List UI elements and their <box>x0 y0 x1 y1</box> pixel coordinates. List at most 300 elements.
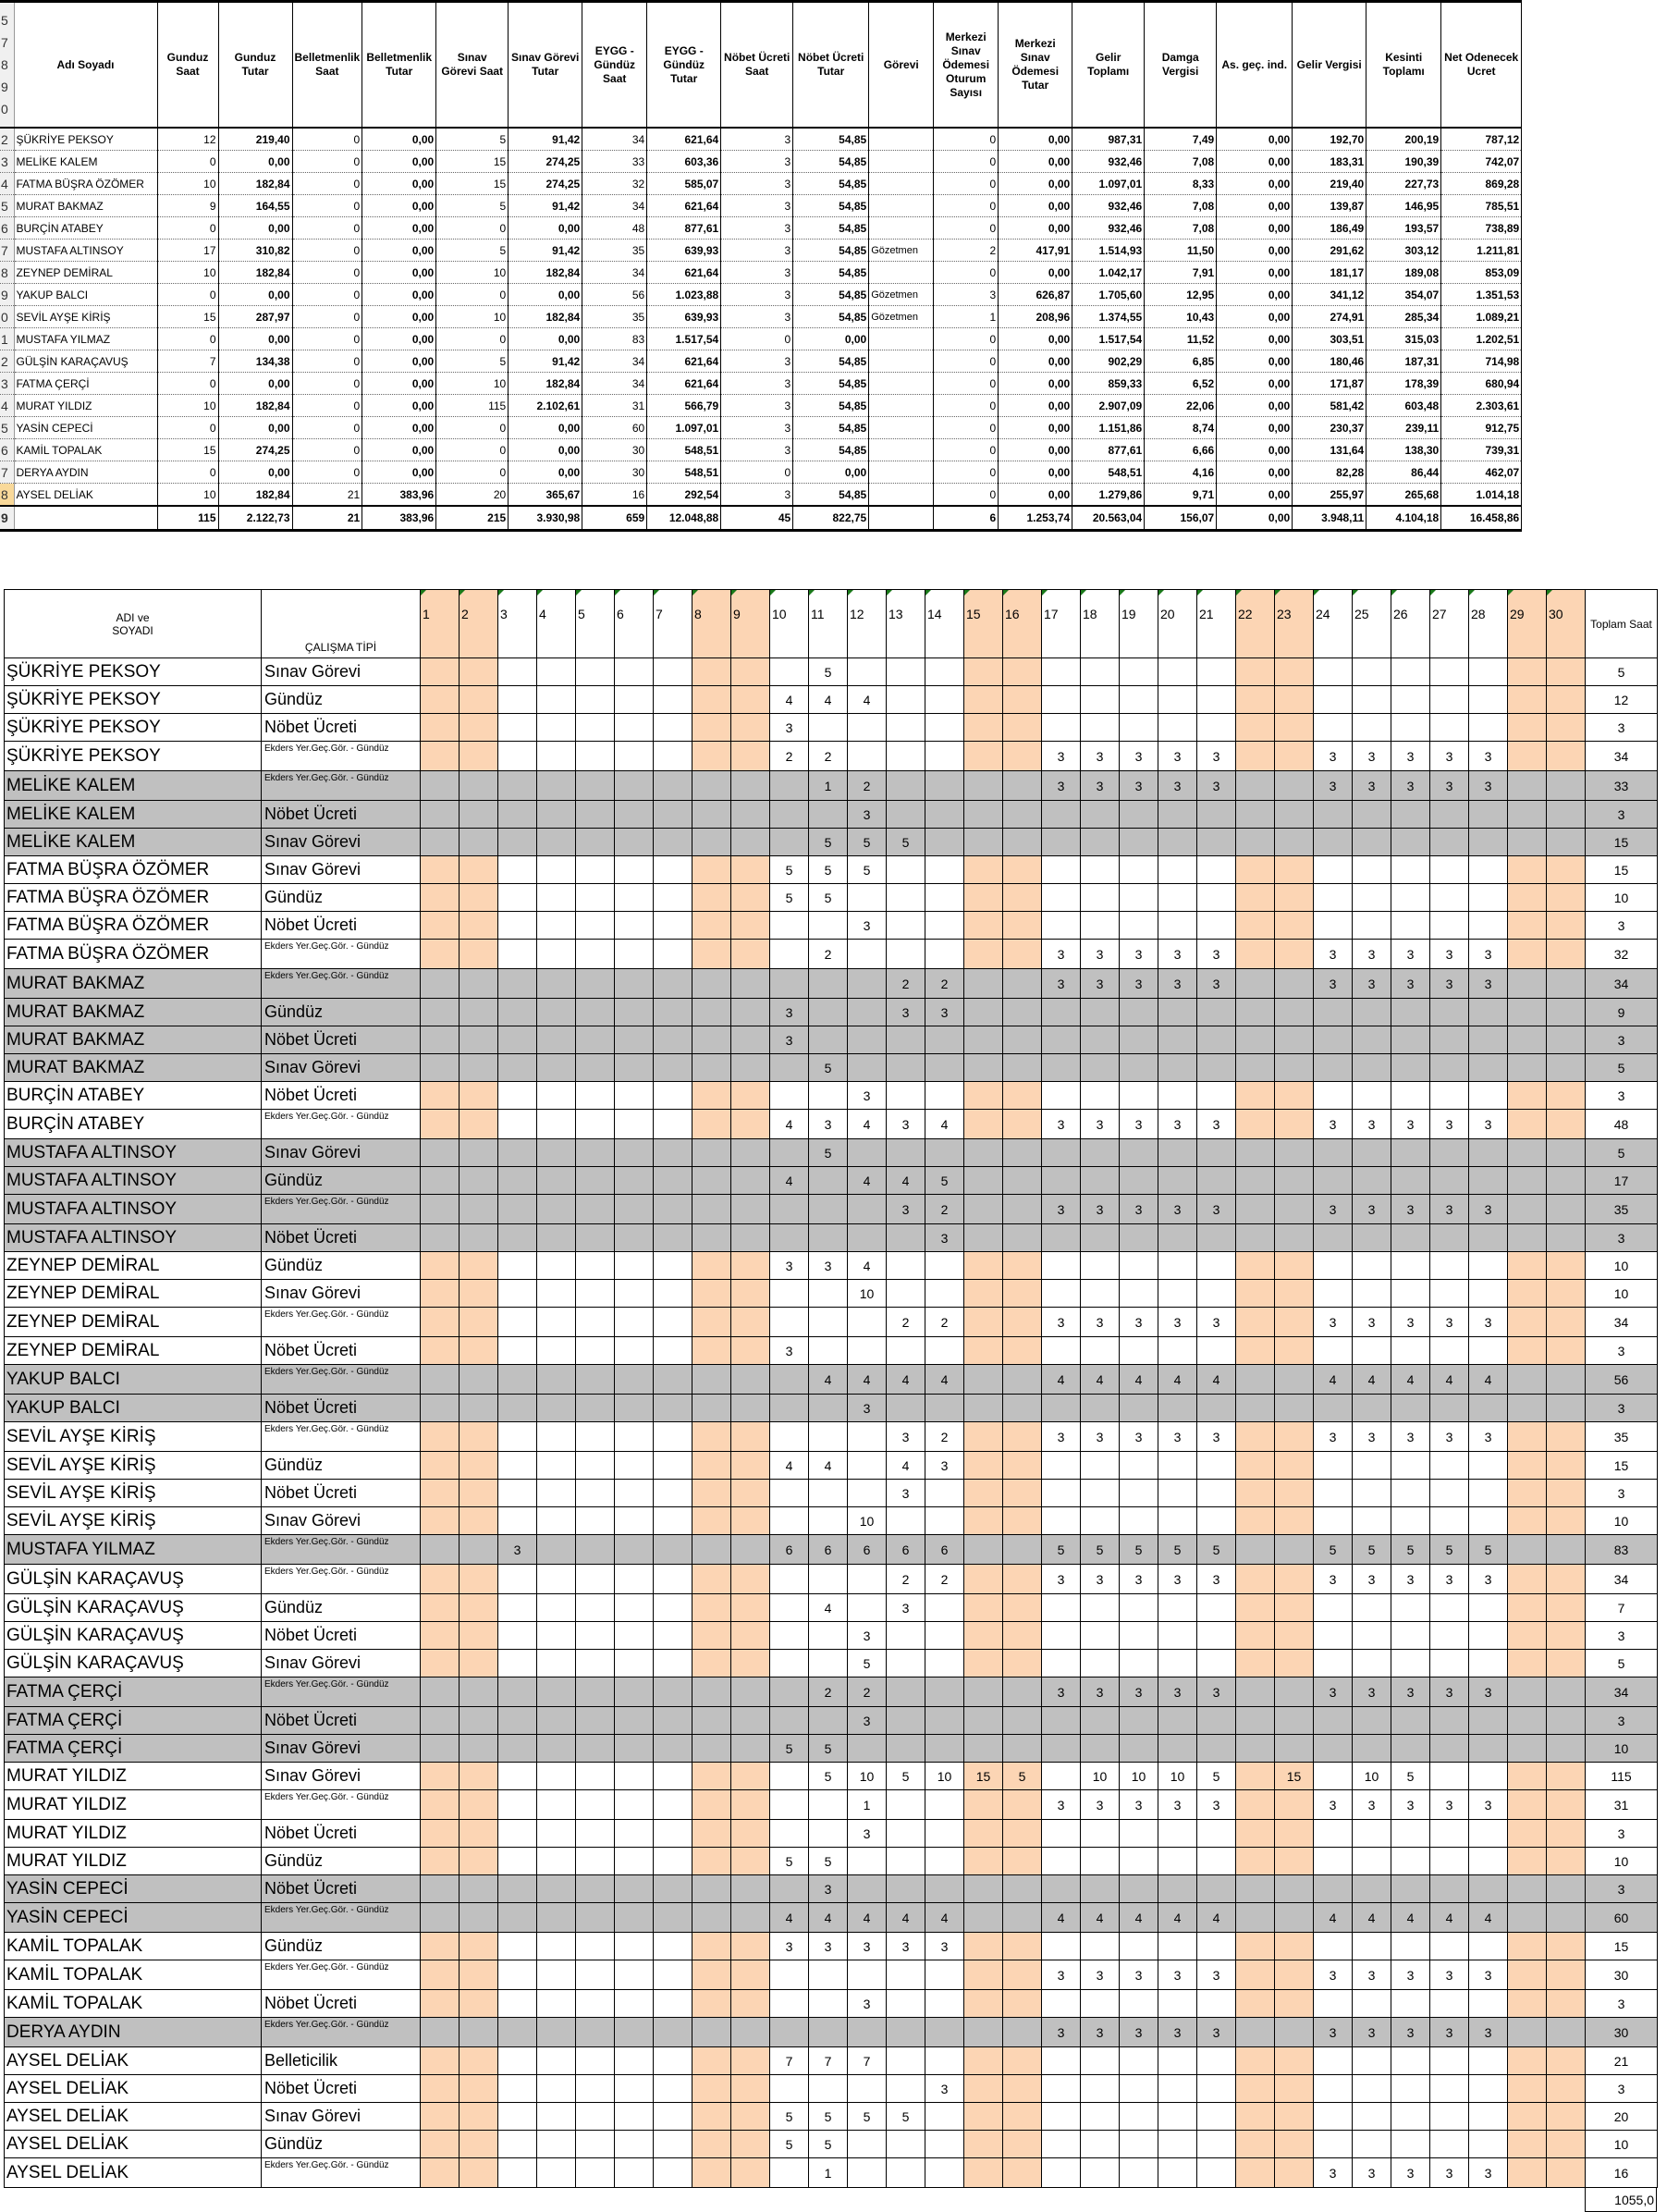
value-cell[interactable]: 146,95 <box>1366 195 1441 217</box>
day-hours-cell[interactable]: 3 <box>1353 1308 1391 1337</box>
day-column-header[interactable]: 1 <box>421 590 460 658</box>
day-hours-cell[interactable] <box>1547 771 1586 801</box>
day-hours-cell[interactable] <box>615 1337 654 1365</box>
value-cell[interactable]: 1.014,18 <box>1441 484 1522 507</box>
day-hours-cell[interactable] <box>498 1452 537 1480</box>
day-hours-cell[interactable] <box>1547 1903 1586 1933</box>
day-hours-cell[interactable] <box>1508 2103 1547 2131</box>
day-hours-cell[interactable] <box>1275 940 1314 969</box>
value-cell[interactable]: 7,08 <box>1145 195 1217 217</box>
day-hours-cell[interactable] <box>770 1224 809 1252</box>
day-hours-cell[interactable] <box>1042 801 1081 829</box>
day-hours-cell[interactable]: 4 <box>1120 1903 1158 1933</box>
day-hours-cell[interactable] <box>1469 1167 1508 1195</box>
day-hours-cell[interactable]: 3 <box>1197 742 1236 771</box>
value-cell[interactable]: 5 <box>436 128 509 151</box>
value-cell[interactable]: 54,85 <box>793 195 869 217</box>
day-hours-cell[interactable] <box>1042 1707 1081 1735</box>
work-type-cell[interactable]: Nöbet Ücreti <box>262 1337 421 1365</box>
day-hours-cell[interactable] <box>1353 2075 1391 2103</box>
day-hours-cell[interactable] <box>537 1308 576 1337</box>
day-hours-cell[interactable]: 3 <box>848 1395 887 1422</box>
value-cell[interactable]: 341,12 <box>1293 284 1366 306</box>
day-hours-cell[interactable] <box>576 856 615 884</box>
day-hours-cell[interactable] <box>1081 801 1120 829</box>
day-hours-cell[interactable] <box>1391 1990 1430 2018</box>
day-hours-cell[interactable]: 3 <box>1081 742 1120 771</box>
day-hours-cell[interactable] <box>848 1308 887 1337</box>
day-hours-cell[interactable] <box>1430 912 1469 940</box>
value-cell[interactable]: 274,25 <box>218 439 292 461</box>
day-hours-cell[interactable] <box>1081 1167 1120 1195</box>
day-hours-cell[interactable] <box>460 1195 498 1224</box>
day-hours-cell[interactable] <box>770 940 809 969</box>
day-hours-cell[interactable] <box>1314 1224 1353 1252</box>
grand-total-cell[interactable]: 1055,0 <box>1585 2188 1657 2212</box>
row-total-cell[interactable]: 10 <box>1586 1507 1658 1535</box>
value-cell[interactable]: 54,85 <box>793 284 869 306</box>
day-hours-cell[interactable] <box>537 801 576 829</box>
day-hours-cell[interactable]: 4 <box>809 1594 848 1622</box>
day-hours-cell[interactable] <box>887 1280 925 1308</box>
day-hours-cell[interactable] <box>576 1082 615 1110</box>
day-hours-cell[interactable] <box>1081 686 1120 714</box>
day-hours-cell[interactable] <box>925 2047 964 2075</box>
day-hours-cell[interactable] <box>1197 1395 1236 1422</box>
day-hours-cell[interactable] <box>576 1507 615 1535</box>
day-hours-cell[interactable] <box>615 1535 654 1565</box>
day-hours-cell[interactable]: 3 <box>1120 1422 1158 1452</box>
work-type-cell[interactable]: Gündüz <box>262 1252 421 1280</box>
employee-name-cell[interactable]: MURAT BAKMAZ <box>5 999 262 1026</box>
value-cell[interactable]: 621,64 <box>647 373 721 395</box>
day-hours-cell[interactable] <box>848 1565 887 1594</box>
day-hours-cell[interactable] <box>615 2158 654 2188</box>
day-hours-cell[interactable] <box>1469 1139 1508 1167</box>
day-hours-cell[interactable] <box>1275 1677 1314 1707</box>
row-number[interactable]: 7 <box>0 240 14 262</box>
day-hours-cell[interactable] <box>1469 801 1508 829</box>
employee-name-cell[interactable]: FATMA BÜŞRA ÖZÖMER <box>5 884 262 912</box>
day-hours-cell[interactable] <box>770 1395 809 1422</box>
value-cell[interactable]: Gözetmen <box>869 306 934 328</box>
value-cell[interactable]: 156,07 <box>1145 506 1217 531</box>
day-hours-cell[interactable] <box>887 1026 925 1054</box>
day-hours-cell[interactable] <box>1003 912 1042 940</box>
value-cell[interactable]: 462,07 <box>1441 461 1522 484</box>
day-hours-cell[interactable] <box>421 1395 460 1422</box>
day-hours-cell[interactable] <box>1275 1735 1314 1763</box>
day-hours-cell[interactable]: 3 <box>1469 969 1508 999</box>
row-total-cell[interactable]: 3 <box>1586 1480 1658 1507</box>
day-hours-cell[interactable] <box>1391 1167 1430 1195</box>
row-number[interactable]: 0 <box>0 306 14 328</box>
day-hours-cell[interactable]: 5 <box>1197 1535 1236 1565</box>
day-hours-cell[interactable] <box>809 1026 848 1054</box>
day-hours-cell[interactable]: 3 <box>1469 1960 1508 1990</box>
day-hours-cell[interactable] <box>498 1082 537 1110</box>
day-hours-cell[interactable] <box>770 1054 809 1082</box>
day-hours-cell[interactable] <box>1158 1735 1197 1763</box>
day-column-header[interactable]: 3 <box>498 590 537 658</box>
value-cell[interactable]: 0 <box>292 328 362 350</box>
day-hours-cell[interactable] <box>498 969 537 999</box>
day-hours-cell[interactable] <box>925 1790 964 1820</box>
value-cell[interactable]: 626,87 <box>999 284 1072 306</box>
day-hours-cell[interactable] <box>576 1735 615 1763</box>
day-hours-cell[interactable] <box>1081 884 1120 912</box>
day-hours-cell[interactable] <box>615 1422 654 1452</box>
day-hours-cell[interactable] <box>1391 1875 1430 1903</box>
day-hours-cell[interactable] <box>1275 1903 1314 1933</box>
day-hours-cell[interactable]: 3 <box>1430 1565 1469 1594</box>
day-hours-cell[interactable] <box>421 999 460 1026</box>
value-cell[interactable]: 83 <box>582 328 647 350</box>
day-hours-cell[interactable] <box>1314 1395 1353 1422</box>
value-cell[interactable]: 7,49 <box>1145 128 1217 151</box>
row-total-cell[interactable]: 3 <box>1586 912 1658 940</box>
day-hours-cell[interactable] <box>537 2158 576 2188</box>
day-hours-cell[interactable] <box>731 1594 770 1622</box>
day-hours-cell[interactable] <box>1508 742 1547 771</box>
value-cell[interactable]: 0,00 <box>793 328 869 350</box>
day-hours-cell[interactable]: 3 <box>848 1707 887 1735</box>
day-hours-cell[interactable] <box>421 1054 460 1082</box>
work-type-cell[interactable]: Nöbet Ücreti <box>262 1875 421 1903</box>
day-hours-cell[interactable] <box>770 1195 809 1224</box>
day-hours-cell[interactable] <box>1547 1790 1586 1820</box>
day-hours-cell[interactable] <box>1120 2047 1158 2075</box>
day-hours-cell[interactable] <box>1508 912 1547 940</box>
value-cell[interactable]: 4,16 <box>1145 461 1217 484</box>
day-hours-cell[interactable] <box>1508 1677 1547 1707</box>
day-hours-cell[interactable] <box>460 1650 498 1677</box>
value-cell[interactable]: 4.104,18 <box>1366 506 1441 531</box>
day-hours-cell[interactable]: 4 <box>770 1167 809 1195</box>
day-hours-cell[interactable] <box>925 1707 964 1735</box>
day-hours-cell[interactable] <box>654 1594 692 1622</box>
day-hours-cell[interactable] <box>498 1565 537 1594</box>
day-hours-cell[interactable] <box>1430 1848 1469 1875</box>
day-hours-cell[interactable] <box>692 1933 731 1960</box>
day-column-header[interactable]: 8 <box>692 590 731 658</box>
day-hours-cell[interactable] <box>770 2075 809 2103</box>
day-hours-cell[interactable] <box>1003 1677 1042 1707</box>
day-column-header[interactable]: 5 <box>576 590 615 658</box>
day-hours-cell[interactable]: 3 <box>1353 1110 1391 1139</box>
day-hours-cell[interactable] <box>1158 1650 1197 1677</box>
day-hours-cell[interactable]: 7 <box>770 2047 809 2075</box>
day-hours-cell[interactable] <box>1236 2047 1275 2075</box>
day-hours-cell[interactable] <box>1547 1365 1586 1395</box>
day-hours-cell[interactable] <box>460 1875 498 1903</box>
day-hours-cell[interactable] <box>1236 1933 1275 1960</box>
value-cell[interactable]: 1.097,01 <box>1072 173 1145 195</box>
value-cell[interactable]: 0,00 <box>1217 128 1293 151</box>
day-hours-cell[interactable] <box>692 1903 731 1933</box>
day-hours-cell[interactable] <box>692 1875 731 1903</box>
employee-name-cell[interactable]: GÜLŞİN KARAÇAVUŞ <box>5 1650 262 1677</box>
day-hours-cell[interactable] <box>615 1280 654 1308</box>
employee-name-cell[interactable]: MURAT YILDIZ <box>5 1848 262 1875</box>
value-cell[interactable]: 265,68 <box>1366 484 1441 507</box>
column-header[interactable]: Gunduz Saat <box>157 2 218 129</box>
day-hours-cell[interactable] <box>421 1082 460 1110</box>
day-column-header[interactable]: 12 <box>848 590 887 658</box>
day-hours-cell[interactable] <box>1469 1337 1508 1365</box>
day-hours-cell[interactable] <box>731 1365 770 1395</box>
day-hours-cell[interactable] <box>421 829 460 856</box>
value-cell[interactable]: 11,52 <box>1145 328 1217 350</box>
work-type-cell[interactable]: Nöbet Ücreti <box>262 1026 421 1054</box>
value-cell[interactable]: 0,00 <box>999 262 1072 284</box>
day-hours-cell[interactable] <box>498 1110 537 1139</box>
day-hours-cell[interactable]: 4 <box>925 1110 964 1139</box>
day-hours-cell[interactable]: 3 <box>1158 2018 1197 2047</box>
day-hours-cell[interactable] <box>731 999 770 1026</box>
day-hours-cell[interactable] <box>1547 2047 1586 2075</box>
work-type-cell[interactable]: Nöbet Ücreti <box>262 1480 421 1507</box>
day-hours-cell[interactable] <box>615 856 654 884</box>
day-hours-cell[interactable] <box>421 856 460 884</box>
day-hours-cell[interactable] <box>770 801 809 829</box>
day-hours-cell[interactable] <box>692 1650 731 1677</box>
row-number[interactable]: 8 <box>0 262 14 284</box>
value-cell[interactable]: 0,00 <box>999 195 1072 217</box>
work-type-cell[interactable]: Ekders Yer.Geç.Gör. - Gündüz <box>262 1960 421 1990</box>
day-hours-cell[interactable] <box>692 940 731 969</box>
day-hours-cell[interactable]: 4 <box>1158 1365 1197 1395</box>
day-hours-cell[interactable] <box>692 1507 731 1535</box>
day-hours-cell[interactable] <box>1081 1026 1120 1054</box>
day-hours-cell[interactable] <box>615 940 654 969</box>
day-hours-cell[interactable] <box>654 1308 692 1337</box>
day-hours-cell[interactable] <box>964 1677 1003 1707</box>
day-hours-cell[interactable] <box>1353 1054 1391 1082</box>
value-cell[interactable] <box>869 461 934 484</box>
day-hours-cell[interactable]: 3 <box>1081 1565 1120 1594</box>
day-hours-cell[interactable]: 4 <box>1042 1903 1081 1933</box>
day-hours-cell[interactable] <box>1353 1026 1391 1054</box>
day-hours-cell[interactable] <box>925 1139 964 1167</box>
day-hours-cell[interactable] <box>654 1167 692 1195</box>
day-hours-cell[interactable] <box>1469 1622 1508 1650</box>
day-hours-cell[interactable] <box>1158 1026 1197 1054</box>
day-hours-cell[interactable] <box>964 1365 1003 1395</box>
day-hours-cell[interactable]: 3 <box>1042 742 1081 771</box>
day-hours-cell[interactable] <box>1275 1452 1314 1480</box>
day-hours-cell[interactable]: 3 <box>1081 1422 1120 1452</box>
day-hours-cell[interactable] <box>731 1452 770 1480</box>
day-hours-cell[interactable]: 1 <box>809 2158 848 2188</box>
day-hours-cell[interactable] <box>460 829 498 856</box>
name-cell[interactable]: ZEYNEP DEMİRAL <box>14 262 157 284</box>
name-cell[interactable]: MURAT BAKMAZ <box>14 195 157 217</box>
day-hours-cell[interactable]: 4 <box>848 1167 887 1195</box>
day-hours-cell[interactable] <box>1353 2131 1391 2158</box>
day-hours-cell[interactable] <box>654 1933 692 1960</box>
day-hours-cell[interactable]: 15 <box>964 1763 1003 1790</box>
day-hours-cell[interactable] <box>731 1224 770 1252</box>
day-hours-cell[interactable]: 5 <box>770 1735 809 1763</box>
day-hours-cell[interactable]: 10 <box>1120 1763 1158 1790</box>
day-hours-cell[interactable] <box>1547 801 1586 829</box>
day-hours-cell[interactable] <box>770 1365 809 1395</box>
value-cell[interactable]: 621,64 <box>647 262 721 284</box>
value-cell[interactable]: 182,84 <box>218 262 292 284</box>
day-hours-cell[interactable] <box>1469 1395 1508 1422</box>
day-column-header[interactable]: 24 <box>1314 590 1353 658</box>
day-hours-cell[interactable] <box>964 1054 1003 1082</box>
day-hours-cell[interactable] <box>654 1082 692 1110</box>
value-cell[interactable]: 0 <box>436 217 509 240</box>
day-hours-cell[interactable]: 3 <box>1042 2018 1081 2047</box>
row-total-cell[interactable]: 21 <box>1586 2047 1658 2075</box>
day-hours-cell[interactable] <box>1120 2103 1158 2131</box>
employee-name-cell[interactable]: AYSEL DELİAK <box>5 2075 262 2103</box>
day-hours-cell[interactable] <box>731 1735 770 1763</box>
column-header[interactable]: Nöbet Ücreti Tutar <box>793 2 869 129</box>
day-hours-cell[interactable] <box>731 1677 770 1707</box>
day-hours-cell[interactable]: 3 <box>887 1195 925 1224</box>
day-hours-cell[interactable]: 3 <box>1197 1195 1236 1224</box>
day-hours-cell[interactable]: 3 <box>1430 2018 1469 2047</box>
value-cell[interactable]: 1.097,01 <box>647 417 721 439</box>
day-hours-cell[interactable] <box>1314 1480 1353 1507</box>
day-hours-cell[interactable] <box>460 1933 498 1960</box>
day-hours-cell[interactable] <box>615 1395 654 1422</box>
day-hours-cell[interactable] <box>1314 1054 1353 1082</box>
day-hours-cell[interactable] <box>1197 1820 1236 1848</box>
day-hours-cell[interactable] <box>1003 1337 1042 1365</box>
day-hours-cell[interactable] <box>576 2158 615 2188</box>
day-hours-cell[interactable] <box>576 1337 615 1365</box>
day-column-header[interactable]: 2 <box>460 590 498 658</box>
day-hours-cell[interactable] <box>1158 801 1197 829</box>
value-cell[interactable]: 0 <box>292 461 362 484</box>
day-hours-cell[interactable]: 3 <box>1081 1308 1120 1337</box>
day-hours-cell[interactable]: 5 <box>809 884 848 912</box>
row-total-cell[interactable]: 3 <box>1586 1337 1658 1365</box>
day-hours-cell[interactable] <box>1236 1252 1275 1280</box>
day-hours-cell[interactable]: 5 <box>770 856 809 884</box>
day-hours-cell[interactable] <box>1120 1337 1158 1365</box>
day-hours-cell[interactable] <box>1275 1594 1314 1622</box>
day-hours-cell[interactable]: 6 <box>848 1535 887 1565</box>
value-cell[interactable]: 219,40 <box>218 128 292 151</box>
day-hours-cell[interactable] <box>1508 1452 1547 1480</box>
day-hours-cell[interactable] <box>1430 1650 1469 1677</box>
day-hours-cell[interactable] <box>1508 1960 1547 1990</box>
work-type-cell[interactable]: Nöbet Ücreti <box>262 1990 421 2018</box>
employee-name-cell[interactable]: FATMA BÜŞRA ÖZÖMER <box>5 940 262 969</box>
day-hours-cell[interactable] <box>498 1820 537 1848</box>
day-hours-cell[interactable] <box>692 884 731 912</box>
day-hours-cell[interactable] <box>1353 714 1391 742</box>
day-hours-cell[interactable]: 3 <box>1391 1790 1430 1820</box>
value-cell[interactable]: 3 <box>721 195 793 217</box>
day-column-header[interactable]: 22 <box>1236 590 1275 658</box>
day-hours-cell[interactable] <box>537 969 576 999</box>
day-hours-cell[interactable] <box>576 1848 615 1875</box>
day-hours-cell[interactable]: 4 <box>1391 1903 1430 1933</box>
work-type-cell[interactable]: Gündüz <box>262 1452 421 1480</box>
day-hours-cell[interactable] <box>692 1790 731 1820</box>
day-hours-cell[interactable] <box>887 1252 925 1280</box>
work-type-cell[interactable]: Nöbet Ücreti <box>262 1622 421 1650</box>
day-hours-cell[interactable] <box>615 2075 654 2103</box>
value-cell[interactable]: 902,29 <box>1072 350 1145 373</box>
day-column-header[interactable]: 30 <box>1547 590 1586 658</box>
day-hours-cell[interactable] <box>576 1365 615 1395</box>
day-hours-cell[interactable] <box>1081 829 1120 856</box>
day-hours-cell[interactable] <box>1197 1452 1236 1480</box>
day-hours-cell[interactable]: 3 <box>1042 940 1081 969</box>
day-hours-cell[interactable]: 3 <box>1314 2158 1353 2188</box>
day-hours-cell[interactable] <box>964 829 1003 856</box>
value-cell[interactable]: 182,84 <box>509 262 582 284</box>
day-hours-cell[interactable] <box>925 1677 964 1707</box>
day-hours-cell[interactable] <box>1547 1054 1586 1082</box>
day-hours-cell[interactable] <box>1197 1933 1236 1960</box>
employee-name-cell[interactable]: GÜLŞİN KARAÇAVUŞ <box>5 1594 262 1622</box>
day-hours-cell[interactable] <box>1314 1650 1353 1677</box>
day-hours-cell[interactable] <box>1508 1990 1547 2018</box>
day-hours-cell[interactable]: 2 <box>925 969 964 999</box>
day-hours-cell[interactable] <box>1508 1848 1547 1875</box>
value-cell[interactable]: 0 <box>436 439 509 461</box>
row-total-cell[interactable]: 10 <box>1586 1280 1658 1308</box>
day-hours-cell[interactable] <box>1275 2047 1314 2075</box>
day-hours-cell[interactable] <box>1081 2131 1120 2158</box>
day-hours-cell[interactable] <box>925 2103 964 2131</box>
value-cell[interactable]: 0,00 <box>362 217 436 240</box>
day-hours-cell[interactable] <box>692 1252 731 1280</box>
day-hours-cell[interactable] <box>460 1395 498 1422</box>
row-total-cell[interactable]: 10 <box>1586 2131 1658 2158</box>
day-hours-cell[interactable] <box>1275 1820 1314 1848</box>
day-hours-cell[interactable]: 2 <box>925 1422 964 1452</box>
value-cell[interactable]: 0,00 <box>362 395 436 417</box>
day-hours-cell[interactable] <box>1430 1990 1469 2018</box>
day-hours-cell[interactable] <box>498 1395 537 1422</box>
day-hours-cell[interactable] <box>1275 1875 1314 1903</box>
day-hours-cell[interactable] <box>498 1308 537 1337</box>
day-hours-cell[interactable]: 6 <box>770 1535 809 1565</box>
day-hours-cell[interactable]: 3 <box>1469 2158 1508 2188</box>
day-hours-cell[interactable] <box>1081 658 1120 686</box>
day-hours-cell[interactable] <box>1314 829 1353 856</box>
employee-name-cell[interactable]: ZEYNEP DEMİRAL <box>5 1337 262 1365</box>
day-hours-cell[interactable]: 3 <box>1081 1677 1120 1707</box>
day-hours-cell[interactable]: 5 <box>809 1054 848 1082</box>
day-hours-cell[interactable] <box>692 912 731 940</box>
value-cell[interactable]: 33 <box>582 151 647 173</box>
day-hours-cell[interactable] <box>1236 1820 1275 1848</box>
employee-name-cell[interactable]: MUSTAFA YILMAZ <box>5 1535 262 1565</box>
day-hours-cell[interactable] <box>654 1735 692 1763</box>
day-hours-cell[interactable] <box>1003 1139 1042 1167</box>
value-cell[interactable]: 0 <box>934 373 999 395</box>
value-cell[interactable]: 383,96 <box>362 506 436 531</box>
day-hours-cell[interactable] <box>1547 1650 1586 1677</box>
day-hours-cell[interactable] <box>1042 884 1081 912</box>
column-header[interactable]: Gunduz Tutar <box>218 2 292 129</box>
day-hours-cell[interactable] <box>576 1622 615 1650</box>
value-cell[interactable]: 1.514,93 <box>1072 240 1145 262</box>
day-hours-cell[interactable] <box>1547 1167 1586 1195</box>
day-hours-cell[interactable] <box>1042 856 1081 884</box>
